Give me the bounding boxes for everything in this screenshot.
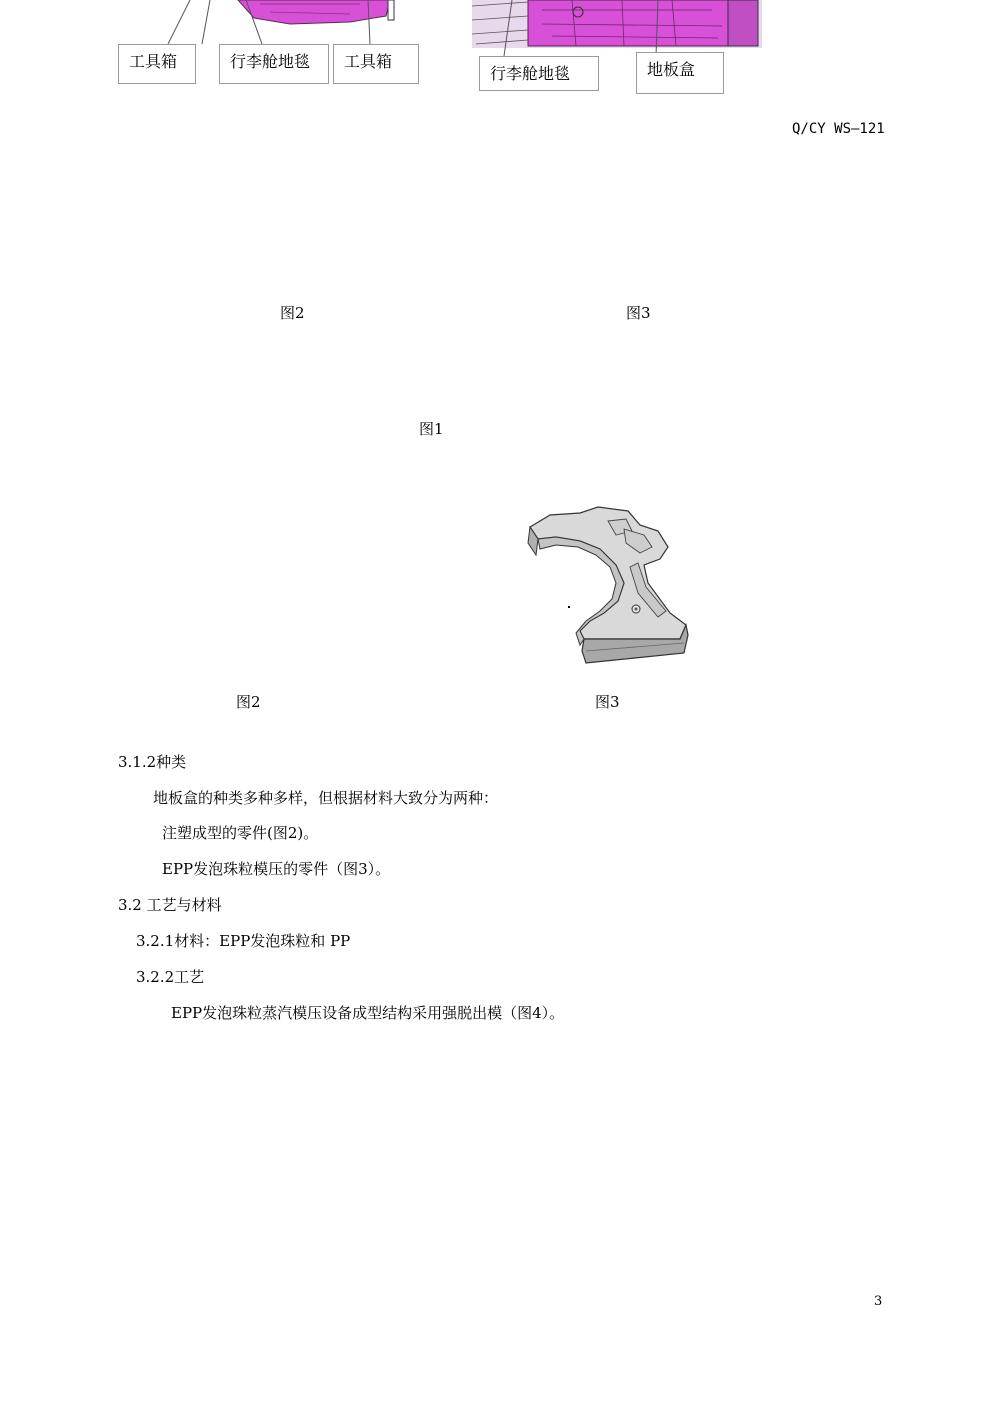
callout-trunk-carpet-left: 行李舱地毯: [219, 44, 329, 84]
callout-toolbox-left: 工具箱: [118, 44, 196, 84]
callout-toolbox-right: 工具箱: [333, 44, 419, 84]
paragraph-process: EPP发泡珠粒蒸汽模压设备成型结构采用强脱出模（图4）。: [171, 1004, 565, 1022]
list-item-epp-molded: EPP发泡珠粒模压的零件（图3）。: [162, 860, 391, 878]
paragraph-floor-box-types: 地板盒的种类多种多样，但根据材料大致分为两种：: [153, 789, 499, 807]
caption-fig1: 图1: [419, 420, 444, 438]
caption-fig2-upper: 图2: [280, 304, 305, 322]
top-right-figure: [472, 0, 762, 56]
list-item-injection-molded: 注塑成型的零件(图2)。: [162, 824, 319, 842]
caption-fig3-upper: 图3: [626, 304, 651, 322]
section-heading-3-1-2: 3.1.2种类: [118, 753, 187, 771]
section-heading-3-2: 3.2 工艺与材料: [118, 896, 222, 914]
section-heading-3-2-2: 3.2.2工艺: [136, 968, 205, 986]
stray-dot: [568, 606, 570, 608]
caption-fig2-lower: 图2: [236, 693, 261, 711]
top-left-figure: [150, 0, 410, 50]
callout-trunk-carpet: 行李舱地毯: [479, 56, 599, 91]
section-heading-3-2-1: 3.2.1材料：EPP发泡珠粒和 PP: [136, 932, 351, 950]
caption-fig3-lower: 图3: [595, 693, 620, 711]
epp-part-figure: [520, 505, 695, 670]
document-id: Q/CY WS—121: [792, 121, 885, 137]
page-number: 3: [874, 1294, 883, 1309]
callout-floor-box: 地板盒: [636, 52, 724, 94]
